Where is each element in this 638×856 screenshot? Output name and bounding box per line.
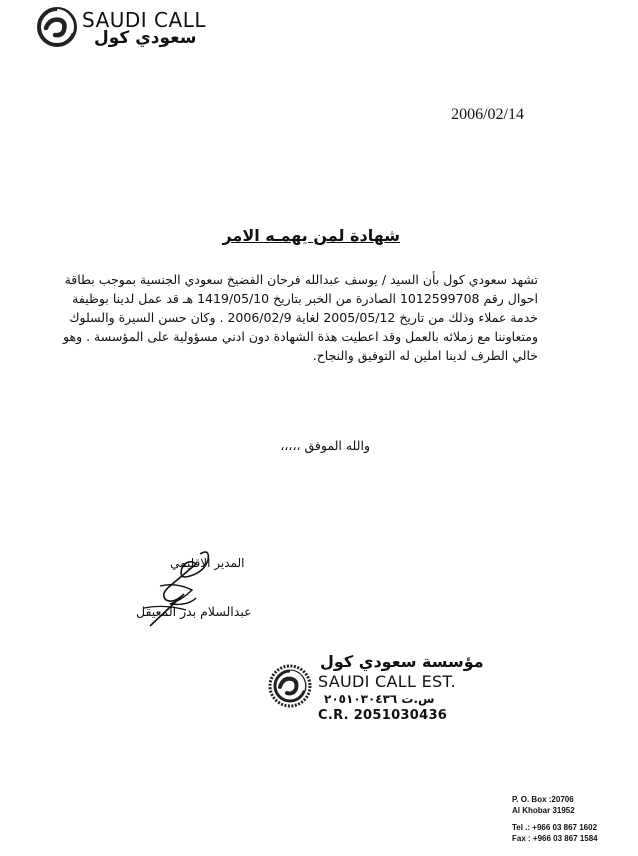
telephone: Tel .: +966 03 867 1602 (512, 823, 598, 832)
stamp-cr-arabic: س.ت ٢٠٥١٠٣٠٤٣٦ (324, 692, 435, 706)
stamp-english-name: SAUDI CALL EST. (318, 672, 456, 691)
stamp-cr-number: C.R. 2051030436 (318, 708, 448, 723)
document-title: شهادة لمن يهمـه الامر (222, 226, 400, 245)
contact-info (512, 794, 598, 844)
stamp-logo-icon (266, 662, 314, 710)
document-date: 2006/02/14 (451, 106, 524, 123)
certificate-body (63, 270, 538, 365)
body-line: ومتعاوننا مع زملائه بالعمل وقد اعطيت هذة الشهادة دون ادني مسؤولية على المؤسسة . وهو (63, 329, 538, 344)
logo-arabic-text: سعودي كول (94, 28, 197, 48)
header-logo (36, 6, 266, 52)
signer-title: المدير الاقليمي (170, 556, 245, 570)
body-line: خدمة عملاء وذلك من تاريخ 2005/05/12 لغاية 2006/02/9 . وكان حسن السيرة والسلوك (69, 310, 538, 325)
closing-phrase: والله الموفق ،،،،، (280, 438, 370, 453)
body-line: احوال رقم 1012599708 الصادرة من الخبر بتاريخ 1419/05/10 هـ قد عمل لدينا بوظيفة (72, 291, 538, 306)
fax: Fax : +966 03 867 1584 (512, 834, 598, 843)
saudi-call-logo-icon (36, 6, 78, 48)
company-stamp (266, 652, 484, 728)
logo-english-text: SAUDI CALL (82, 8, 206, 32)
stamp-arabic-name: مؤسسة سعودي كول (320, 652, 484, 671)
po-box: P. O. Box :20706 (512, 795, 574, 804)
body-line: تشهد سعودي كول بأن السيد / يوسف عبدالله فرحان الفضيخ سعودي الجنسية بموجب بطاقة (64, 272, 538, 287)
city: Al Khobar 31952 (512, 806, 575, 815)
signer-name: عبدالسلام بدر المعيقل (136, 604, 252, 619)
body-line: خالي الطرف لدينا املين له التوفيق والنجاح. (312, 348, 538, 363)
